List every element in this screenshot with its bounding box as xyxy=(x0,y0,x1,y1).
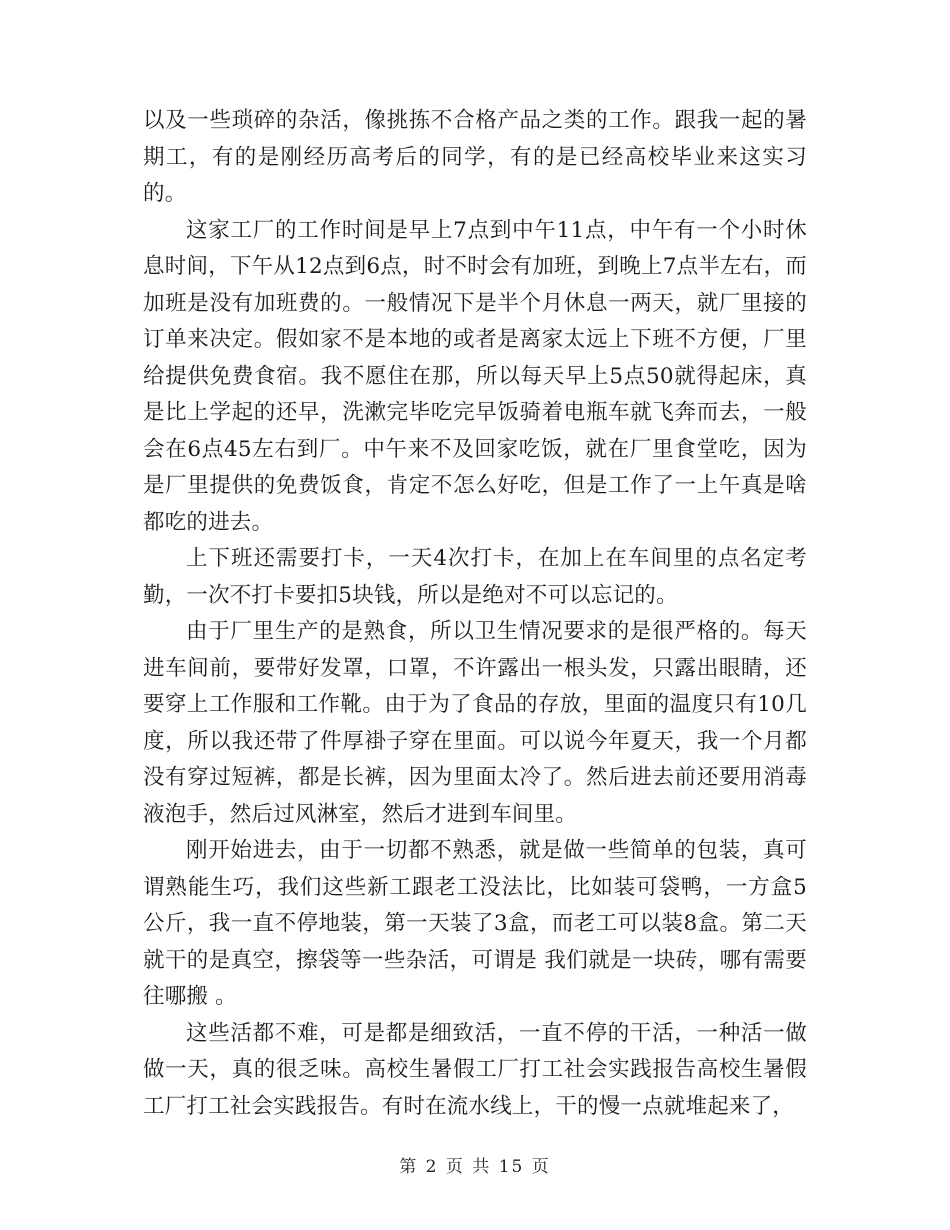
document-body xyxy=(143,103,807,1125)
paragraph-continuation: 以及一些琐碎的杂活，像挑拣不合格产品之类的工作。跟我一起的暑期工，有的是刚经历高考后的同学，有的是已经高校毕业来这实习的。 xyxy=(143,108,807,206)
paragraph-clock-in: 上下班还需要打卡，一天4次打卡，在加上在车间里的点名定考勤，一次不打卡要扣5块钱，所以是绝对不可以忘记的。 xyxy=(143,546,807,608)
paragraph-work-hours: 这家工厂的工作时间是早上7点到中午11点，中午有一个小时休息时间，下午从12点到6点，时不时会有加班，到晚上7点半左右，而加班是没有加班费的。一般情况下是半个月休息一两天，就厂里接的订单来决定。假如家不是本地的或者是离家太远上下班不方便，厂里给提供免费食宿。我不愿住在那，所以每天早上5点50就得起床，真是比上学起的还早，洗漱完毕吃完早饭骑着电瓶车就飞奔而去，一般会在6点45左右到厂。中午来不及回家吃饭，就在厂里食堂吃，因为是厂里提供的免费饭食，肯定不怎么好吃，但是工作了一上午真是啥都吃的进去。 xyxy=(143,217,807,535)
paragraph-packing: 刚开始进去，由于一切都不熟悉，就是做一些简单的包装，真可谓熟能生巧，我们这些新工跟老工没法比，比如装可袋鸭，一方盒5公斤，我一直不停地装，第一天装了3盒，而老工可以装8盒。第二天就干的是真空，擦袋等一些杂活，可谓是 我们就是一块砖，哪有需要往哪搬 。 xyxy=(143,838,807,1009)
paragraph-hygiene: 由于厂里生产的是熟食，所以卫生情况要求的是很严格的。每天进车间前，要带好发罩，口罩，不许露出一根头发，只露出眼睛，还要穿上工作服和工作靴。由于为了食品的存放，里面的温度只有10几度，所以我还带了件厚褂子穿在里面。可以说今年夏天，我一个月都没有穿过短裤，都是长裤，因为里面太冷了。然后进去前还要用消毒液泡手，然后过风淋室，然后才进到车间里。 xyxy=(143,619,807,827)
paragraph-monotony: 这些活都不难，可是都是细致活，一直不停的干活，一种活一做做一天，真的很乏味。高校生暑假工厂打工社会实践报告高校生暑假工厂打工社会实践报告。有时在流水线上，干的慢一点就堆起来了， xyxy=(143,1020,807,1119)
page-number-footer: 第 2 页 共 15 页 xyxy=(399,1157,551,1177)
